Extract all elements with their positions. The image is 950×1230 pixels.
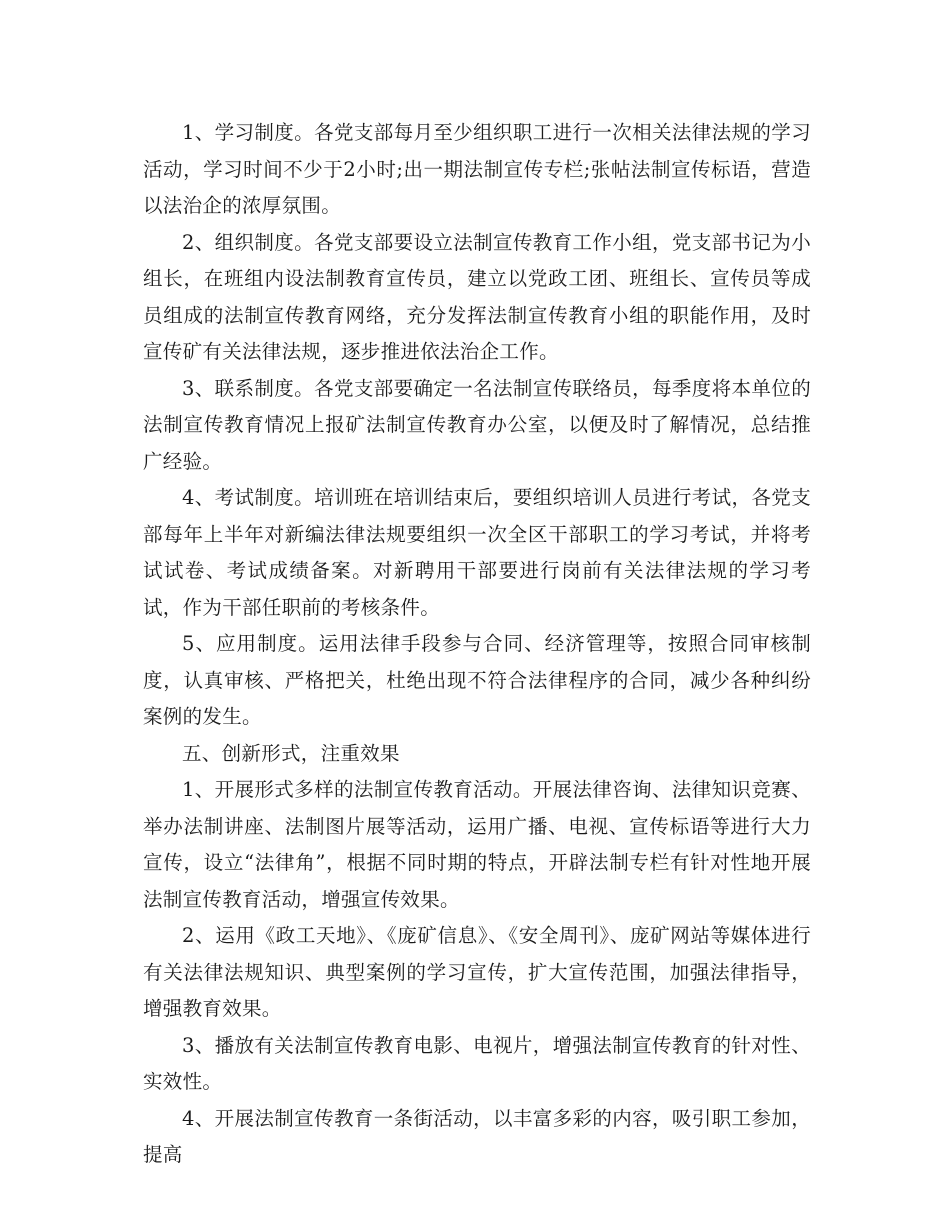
paragraph-liaison-system: 3、联系制度。各党支部要确定一名法制宣传联络员，每季度将本单位的法制宣传教育情况上报矿法制宣传教育办公室，以便及时了解情况，总结推广经验。	[143, 376, 811, 473]
paragraph-street-activity: 4、开展法制宣传教育一条街活动，以丰富多彩的内容，吸引职工参加，提高	[143, 1106, 811, 1166]
document-page	[143, 115, 811, 1174]
paragraph-application-system: 5、应用制度。运用法律手段参与合同、经济管理等，按照合同审核制度，认真审核、严格把关，杜绝出现不符合法律程序的合同，减少各种纠纷案例的发生。	[143, 632, 811, 728]
paragraph-media: 2、运用《政工天地》、《庞矿信息》、《安全周刊》、庞矿网站等媒体进行有关法律法规知识、典型案例的学习宣传，扩大宣传范围，加强法律指导，增强教育效果。	[143, 924, 811, 1020]
section-heading: 五、创新形式，注重效果	[182, 741, 400, 765]
paragraph-study-system: 1、学习制度。各党支部每月至少组织职工进行一次相关法律法规的学习活动，学习时间不少于2小时;出一期法制宣传专栏;张帖法制宣传标语，营造以法治企的浓厚氛围。	[143, 121, 811, 217]
paragraph-exam-system: 4、考试制度。培训班在培训结束后，要组织培训人员进行考试，各党支部每年上半年对新编法律法规要组织一次全区干部职工的学习考试，并将考试试卷、考试成绩备案。对新聘用干部要进行岗前有关法律法规的学习考试，作为干部任职前的考核条件。	[143, 486, 811, 619]
paragraph-activities: 1、开展形式多样的法制宣传教育活动。开展法律咨询、法律知识竞赛、举办法制讲座、法制图片展等活动，运用广播、电视、宣传标语等进行大力宣传，设立“法律角”，根据不同时期的特点，开辟法制专栏有针对性地开展法制宣传教育活动，增强宣传效果。	[143, 778, 811, 911]
paragraph-films: 3、播放有关法制宣传教育电影、电视片，增强法制宣传教育的针对性、实效性。	[143, 1033, 811, 1093]
paragraph-organization-system: 2、组织制度。各党支部要设立法制宣传教育工作小组，党支部书记为小组长，在班组内设法制教育宣传员，建立以党政工团、班组长、宣传员等成员组成的法制宣传教育网络，充分发挥法制宣传教育小组的职能作用，及时宣传矿有关法律法规，逐步推进依法治企工作。	[143, 230, 811, 363]
